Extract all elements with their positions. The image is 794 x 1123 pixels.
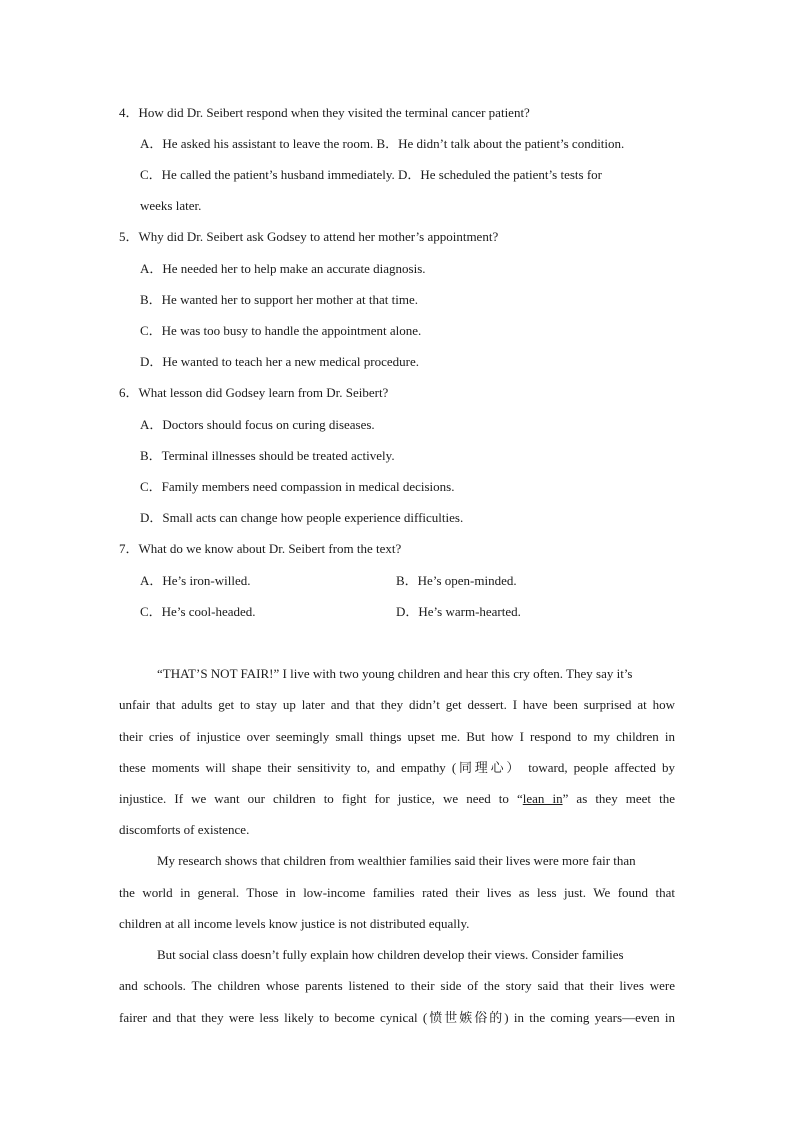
question-6-stem: 6．What lesson did Godsey learn from Dr. Seibert? [119, 385, 389, 400]
question-4-options-line-3: weeks later. [140, 198, 202, 213]
passage-p3-line-2: and schools. The children whose parents listened to their side of the story said that their lives were [119, 978, 675, 993]
question-7-stem: 7．What do we know about Dr. Seibert from the text? [119, 541, 402, 556]
question-5-stem: 5．Why did Dr. Seibert ask Godsey to attend her mother’s appointment? [119, 229, 499, 244]
question-6-option-b: B．Terminal illnesses should be treated actively. [140, 448, 395, 463]
lean-in-underlined-phrase: lean in [522, 791, 563, 806]
question-6-option-c: C．Family members need compassion in medical decisions. [140, 479, 455, 494]
passage-p3-line-3: fairer and that they were less likely to become cynical (愤世嫉俗的) in the coming years—even in [119, 1010, 675, 1025]
question-6-option-a: A．Doctors should focus on curing diseases. [140, 417, 375, 432]
question-5-option-b: B．He wanted her to support her mother at that time. [140, 292, 418, 307]
passage-p1-line-2: unfair that adults get to stay up later and that they didn’t get dessert. I have been surprised at how [119, 697, 675, 712]
passage-p1-line-6: discomforts of existence. [119, 822, 250, 837]
question-6-option-d: D．Small acts can change how people experience difficulties. [140, 510, 464, 525]
passage-p1-line-5 [119, 791, 675, 807]
question-4-stem: 4．How did Dr. Seibert respond when they visited the terminal cancer patient? [119, 105, 530, 120]
passage-p1-line-5-text-b: ” as they meet the [562, 791, 675, 806]
question-4-options-line-2: C．He called the patient’s husband immediately. D．He scheduled the patient’s tests for [140, 167, 602, 182]
passage-p1-line-5-text-a: injustice. If we want our children to fight for justice, we need to “ [119, 791, 523, 806]
question-4-options-line-1: A．He asked his assistant to leave the room. B．He didn’t talk about the patient’s condition. [140, 136, 625, 151]
question-7-option-b: B．He’s open-minded. [396, 573, 517, 588]
passage-p2-line-2: the world in general. Those in low-income families rated their lives as less just. We found that [119, 885, 675, 900]
question-5-option-d: D．He wanted to teach her a new medical procedure. [140, 354, 420, 369]
question-5-option-c: C．He was too busy to handle the appointment alone. [140, 323, 422, 338]
question-7-option-d: D．He’s warm-hearted. [396, 604, 521, 619]
passage-p2-line-1: My research shows that children from wealthier families said their lives were more fair than [157, 853, 636, 868]
question-7-option-a: A．He’s iron-willed. [140, 573, 251, 588]
passage-p1-line-3: their cries of injustice over seemingly small things upset me. But how I respond to my children in [119, 729, 675, 744]
passage-p1-line-1: “THAT’S NOT FAIR!” I live with two young children and hear this cry often. They say it’s [157, 666, 633, 681]
question-7-option-c: C．He’s cool-headed. [140, 604, 256, 619]
passage-p2-line-3: children at all income levels know justice is not distributed equally. [119, 916, 470, 931]
passage-p1-line-4: these moments will shape their sensitivity to, and empathy (同理心） toward, people affected by [119, 760, 675, 775]
passage-p3-line-1: But social class doesn’t fully explain how children develop their views. Consider families [157, 947, 624, 962]
question-5-option-a: A．He needed her to help make an accurate diagnosis. [140, 261, 426, 276]
